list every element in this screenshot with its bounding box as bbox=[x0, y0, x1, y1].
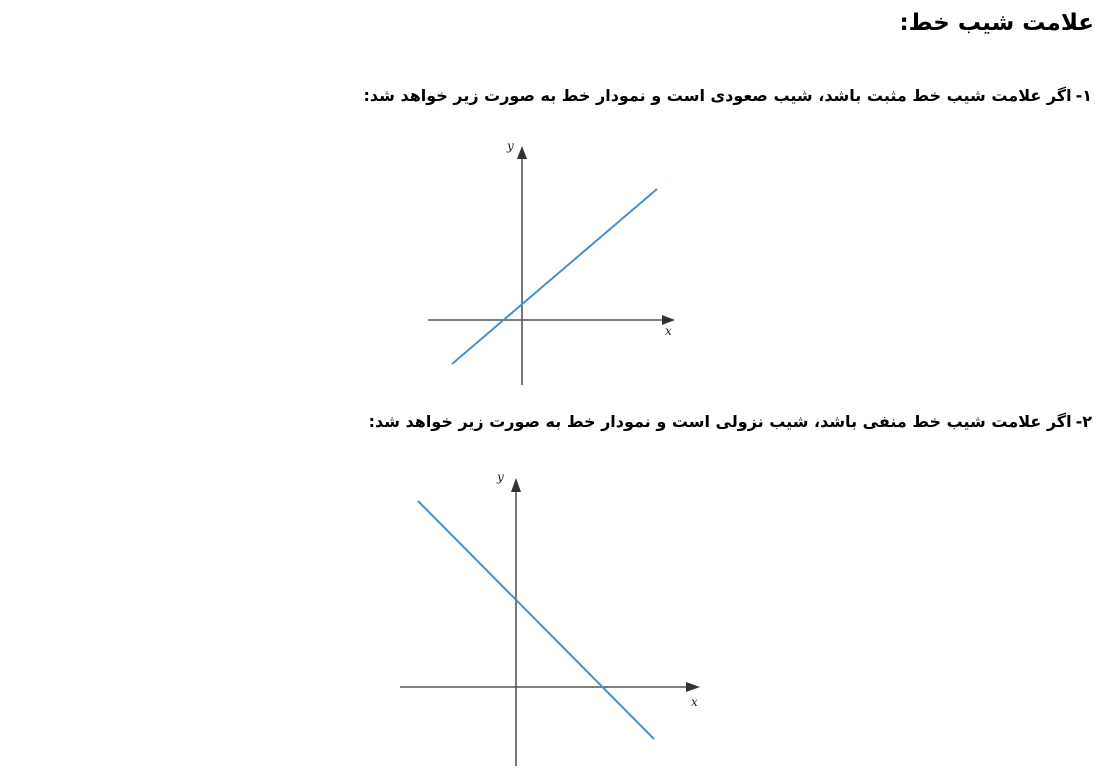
negative-slope-graph bbox=[400, 470, 700, 766]
x-axis-label: x bbox=[665, 324, 672, 338]
positive-slope-graph bbox=[428, 139, 675, 385]
y-axis-arrow bbox=[511, 478, 521, 492]
x-axis-arrow bbox=[686, 682, 700, 692]
page-title: علامت شیب خط: bbox=[899, 10, 1094, 36]
y-axis-arrow bbox=[517, 146, 527, 159]
x-axis-label: x bbox=[691, 695, 698, 709]
item-text: اگر علامت شیب خط منفی باشد، شیب نزولی است و نمودار خط به صورت زیر خواهد شد: bbox=[368, 412, 1072, 431]
item-number: ۱- bbox=[1075, 86, 1092, 105]
line-decreasing bbox=[418, 501, 654, 739]
y-axis-label: y bbox=[497, 470, 504, 484]
y-axis-label: y bbox=[507, 139, 514, 153]
item-number: ۲- bbox=[1075, 412, 1092, 431]
line-increasing bbox=[452, 189, 657, 364]
item-text: اگر علامت شیب خط مثبت باشد، شیب صعودی است و نمودار خط به صورت زیر خواهد شد: bbox=[363, 86, 1072, 105]
